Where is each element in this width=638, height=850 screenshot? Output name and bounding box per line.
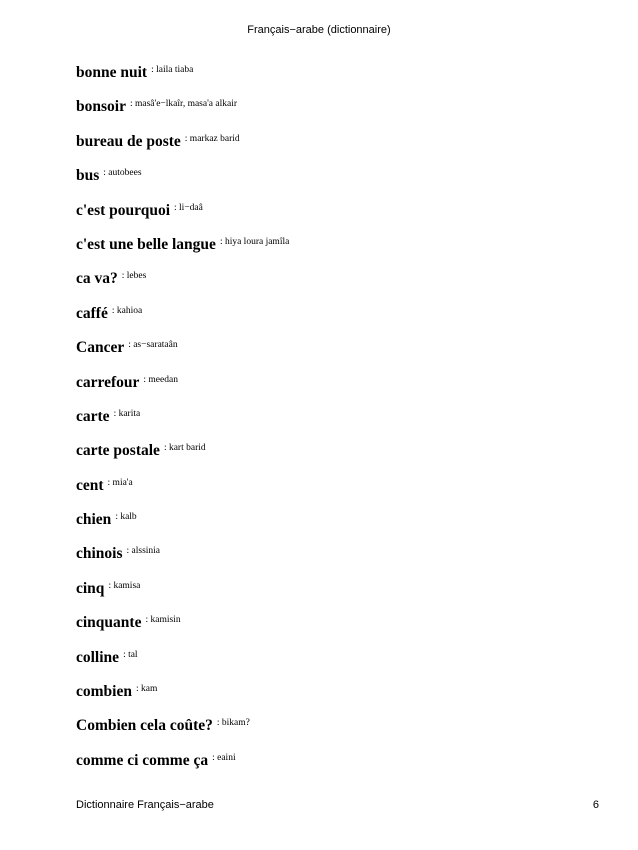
entry-translation: : kamisa [108, 580, 141, 591]
dictionary-entry [76, 579, 596, 613]
entry-translation: : kahioa [111, 305, 143, 316]
entry-term: carrefour [76, 373, 140, 391]
entry-term: Combien cela coûte? [76, 717, 213, 735]
entry-translation: : kart barid [163, 443, 206, 454]
entry-term: Cancer [76, 339, 125, 357]
page-header [0, 24, 638, 36]
entry-translation: : eaini [212, 752, 236, 763]
dictionary-entry [76, 235, 596, 269]
dictionary-entry [76, 269, 596, 303]
entry-term: comme ci comme ça [76, 751, 209, 769]
dictionary-entry [76, 373, 596, 407]
entry-term: cinquante [76, 614, 142, 632]
entry-term: bus [76, 167, 100, 185]
dictionary-entry [76, 338, 596, 372]
entry-term: carte [76, 407, 110, 425]
entry-term: bureau de poste [76, 132, 181, 150]
entry-translation: : meedan [143, 374, 178, 385]
entry-translation: : bikam? [216, 718, 250, 729]
entry-term: cinq [76, 579, 105, 597]
dictionary-entry [76, 441, 596, 475]
entry-translation: : mia'a [107, 477, 133, 488]
dictionary-entry [76, 682, 596, 716]
dictionary-entry [76, 63, 596, 97]
entry-translation: : kam [135, 684, 158, 695]
entry-term: c'est une belle langue [76, 235, 216, 253]
entry-translation: : kalb [115, 512, 137, 523]
entry-translation: : karita [113, 408, 141, 419]
entry-translation: : alssinia [126, 546, 161, 557]
entry-translation: : markaz barid [184, 133, 240, 144]
entry-term: bonne nuit [76, 64, 148, 81]
entry-term: bonsoir [76, 98, 126, 116]
dictionary-entry [76, 613, 596, 647]
entry-term: caffé [76, 304, 108, 322]
dictionary-entry [76, 201, 596, 235]
entry-translation: : as−sarataân [128, 340, 178, 351]
entry-translation: : tal [123, 649, 138, 660]
dictionary-entry [76, 132, 596, 166]
dictionary-entry [76, 97, 596, 131]
entry-term: c'est pourquoi [76, 201, 171, 219]
entry-term: carte postale [76, 442, 160, 460]
dictionary-entry [76, 510, 596, 544]
entry-translation: : li−daâ [174, 202, 203, 213]
dictionary-entry [76, 476, 596, 510]
dictionary-entry [76, 648, 596, 682]
entry-translation: : kamisin [145, 615, 181, 626]
footer-title: Dictionnaire Français−arabe [76, 799, 214, 811]
page-number: 6 [592, 799, 599, 811]
dictionary-entry [76, 544, 596, 578]
entry-term: ca va? [76, 270, 118, 288]
dictionary-entries [76, 63, 596, 785]
entry-term: chinois [76, 545, 123, 563]
entry-translation: : lebes [121, 271, 147, 282]
entry-translation: : autobees [103, 168, 142, 179]
dictionary-entry [76, 166, 596, 200]
entry-translation: : laila tiaba [151, 65, 194, 75]
entry-term: combien [76, 683, 132, 701]
dictionary-entry [76, 304, 596, 338]
entry-translation: : hiya loura jamîla [219, 236, 290, 247]
dictionary-entry [76, 751, 596, 785]
header-title: Français−arabe (dictionnaire) [247, 24, 391, 36]
dictionary-entry [76, 716, 596, 750]
entry-translation: : masâ'e−lkaîr, masa'a alkair [129, 99, 238, 110]
entry-term: chien [76, 511, 112, 529]
entry-term: cent [76, 476, 104, 494]
entry-term: colline [76, 648, 120, 666]
page-footer [76, 799, 599, 811]
dictionary-entry [76, 407, 596, 441]
